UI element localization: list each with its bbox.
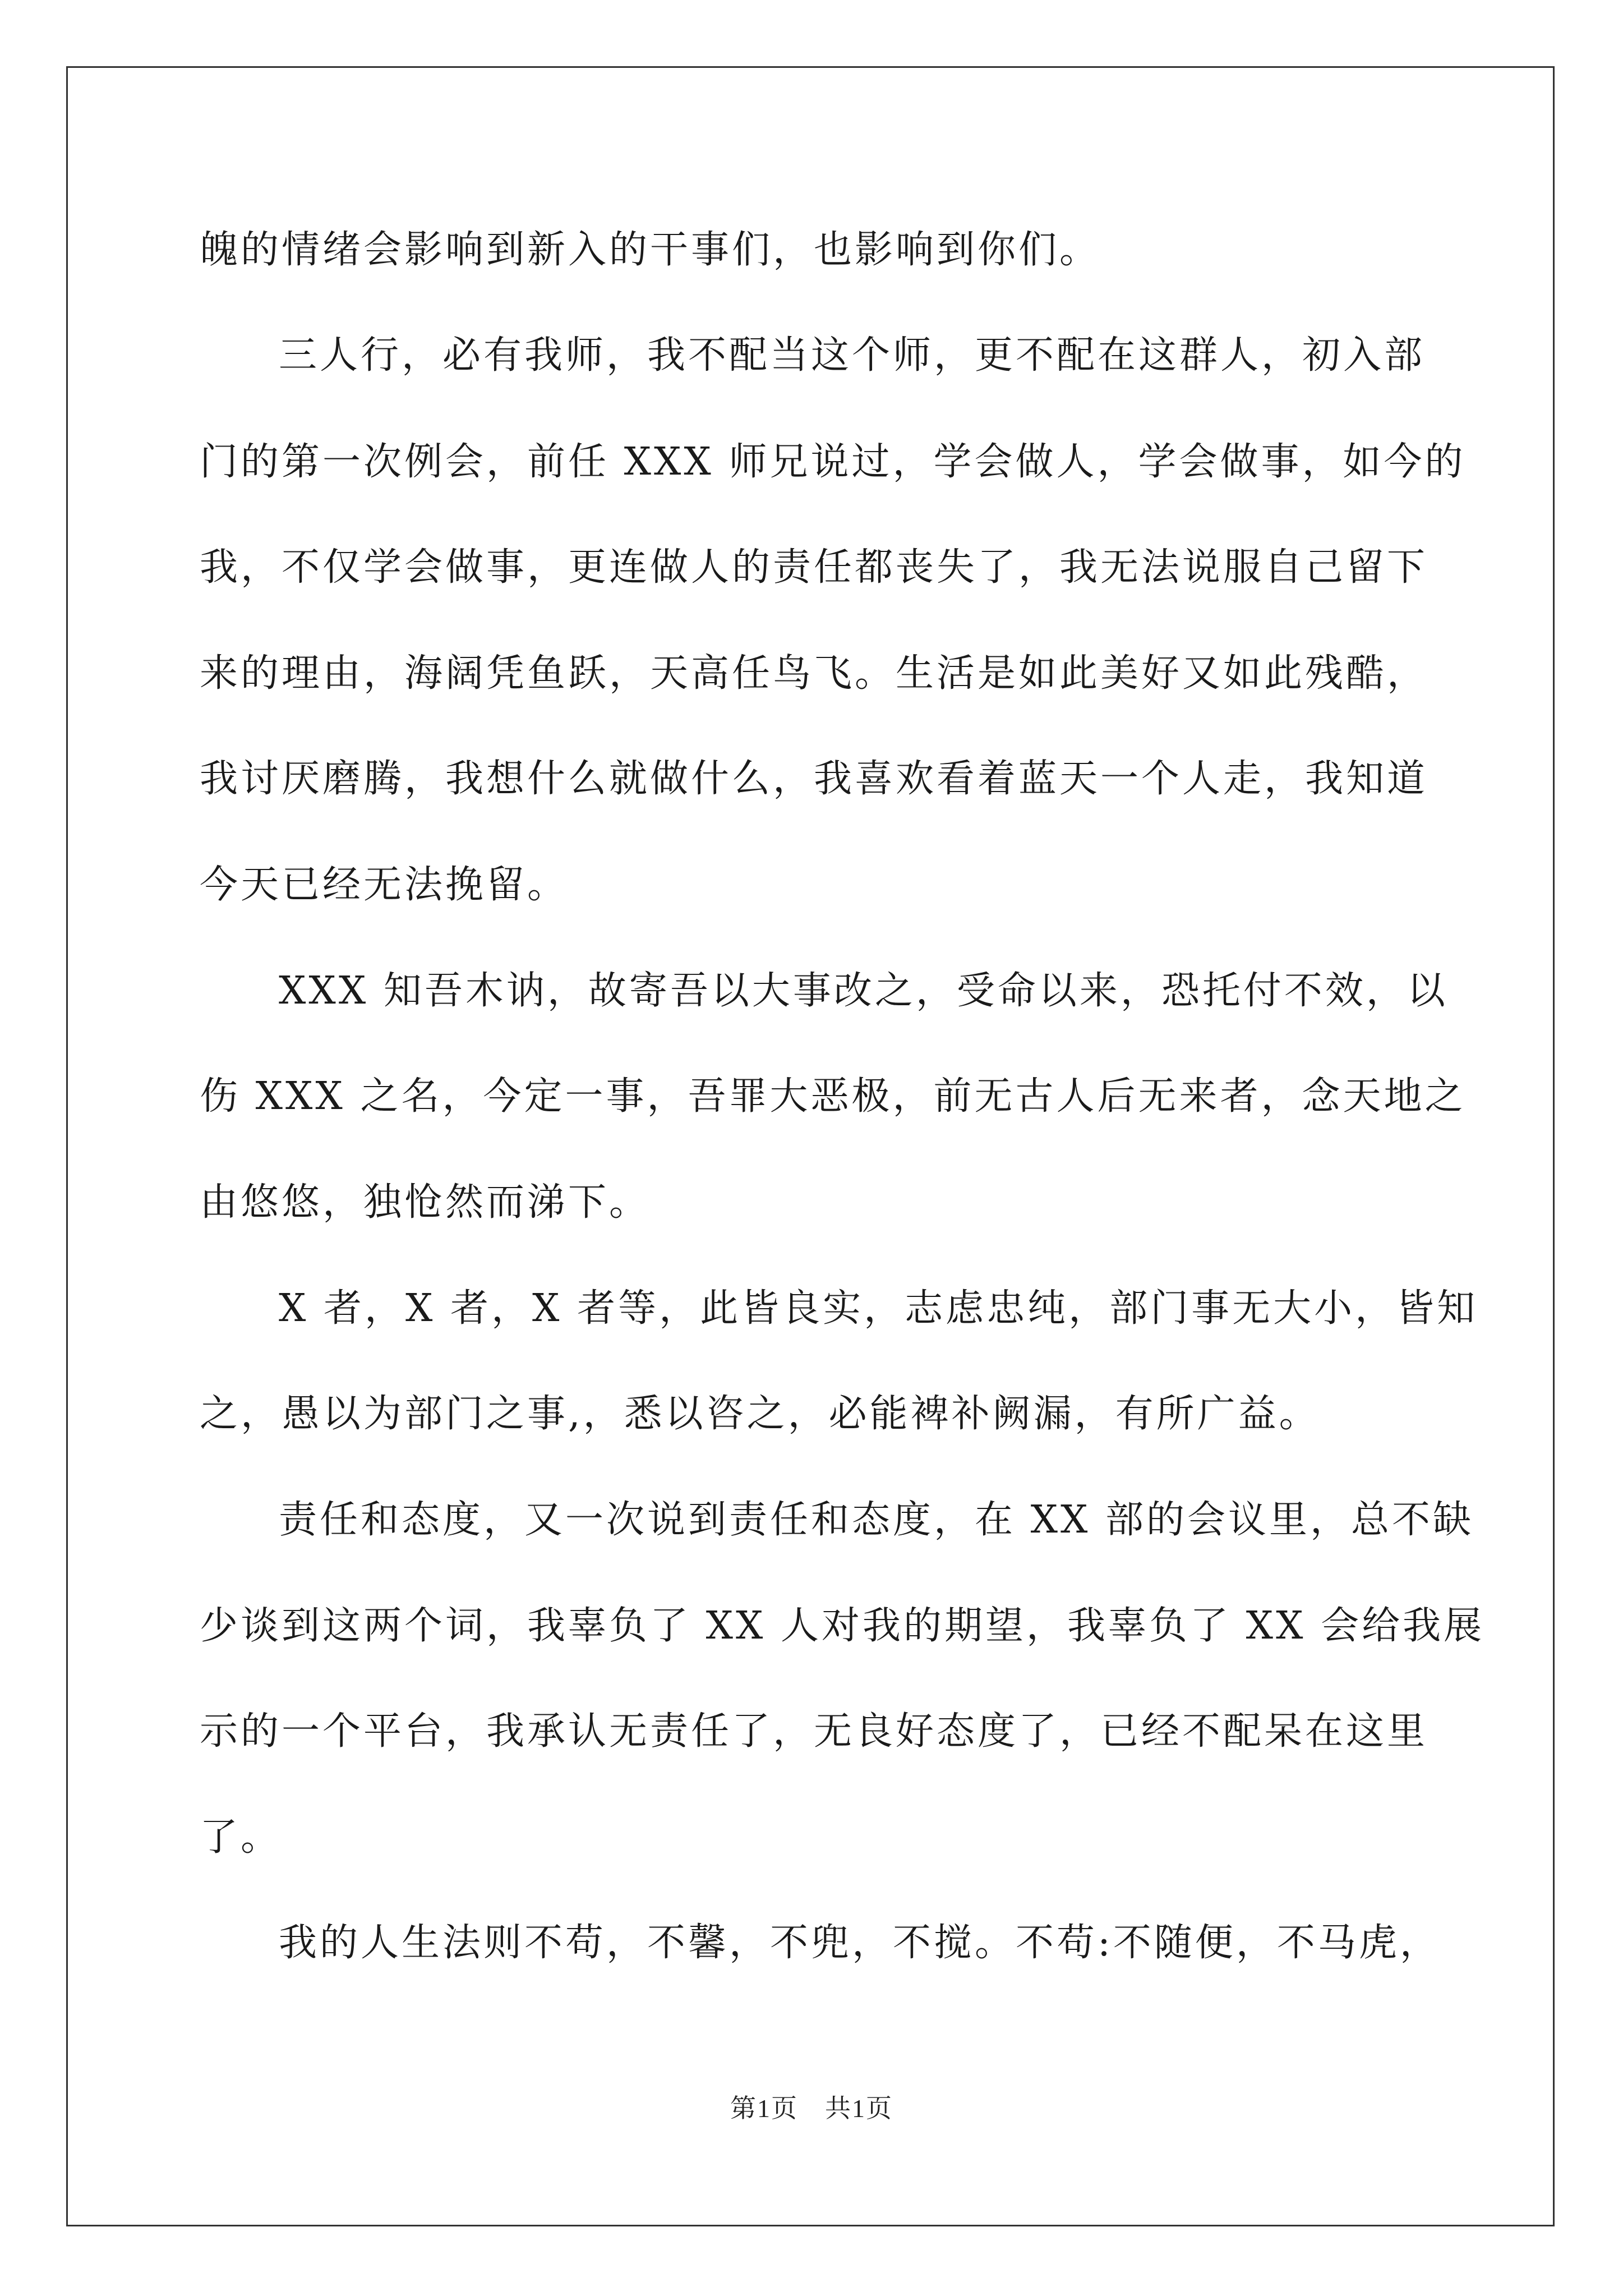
paragraph-line: XXX 知吾木讷，故寄吾以大事改之，受命以来，恐托付不效，以	[279, 969, 1448, 1013]
paragraph-line: 示的一个平台，我承认无责任了，无良好态度了，已经不配呆在这里	[200, 1709, 1428, 1754]
paragraph-line: 我讨厌磨腾，我想什么就做什么，我喜欢看着蓝天一个人走，我知道	[200, 757, 1428, 801]
paragraph-line: 门的第一次例会，前任 XXX 师兄说过，学会做人，学会做事，如今的	[200, 440, 1466, 484]
paragraph-line: 由悠悠，独怆然而涕下。	[200, 1180, 651, 1225]
page-border	[66, 66, 1555, 2226]
paragraph-line: 我的人生法则不苟，不馨，不兜，不搅。不苟:不随便，不马虎，	[279, 1921, 1441, 1965]
paragraph-line: 来的理由，海阔凭鱼跃，天高任鸟飞。生活是如此美好又如此残酷，	[200, 651, 1428, 696]
paragraph-line: 魄的情绪会影响到新入的干事们，也影响到你们。	[200, 228, 1101, 272]
page-number-footer: 第1页 共1页	[730, 2094, 893, 2123]
paragraph-line: 之，愚以为部门之事,，悉以咨之，必能裨补阙漏，有所广益。	[200, 1392, 1320, 1436]
paragraph-line: X 者，X 者，X 者等，此皆良实，志虑忠纯，部门事无大小，皆知	[279, 1286, 1478, 1331]
paragraph-line: 三人行，必有我师，我不配当这个师，更不配在这群人，初入部	[279, 333, 1426, 378]
paragraph-line: 少谈到这两个词，我辜负了 XX 人对我的期望，我辜负了 XX 会给我展	[200, 1604, 1485, 1648]
paragraph-line: 责任和态度，又一次说到责任和态度，在 XX 部的会议里，总不缺	[279, 1498, 1474, 1542]
paragraph-line: 今天已经无法挽留。	[200, 863, 569, 907]
paragraph-line: 我，不仅学会做事，更连做人的责任都丧失了，我无法说服自己留下	[200, 545, 1428, 590]
paragraph-line: 了。	[200, 1815, 282, 1860]
paragraph-line: 伤 XXX 之名，今定一事，吾罪大恶极，前无古人后无来者，念天地之	[200, 1074, 1466, 1119]
